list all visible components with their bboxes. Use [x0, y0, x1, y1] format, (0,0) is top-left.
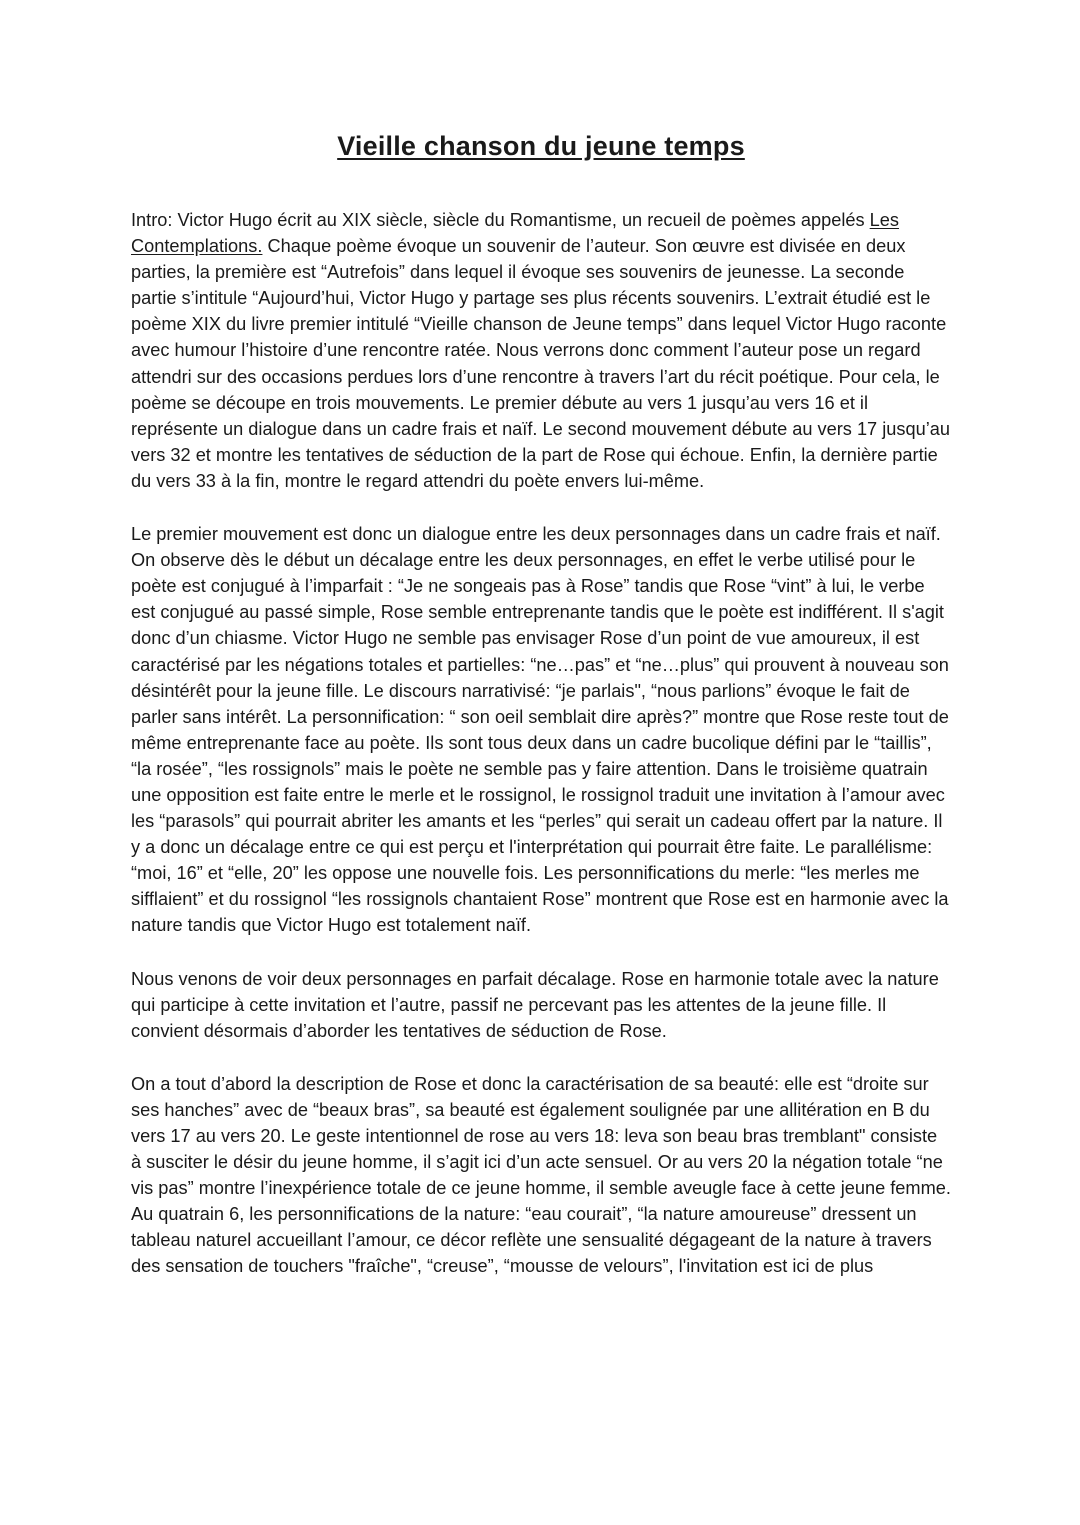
paragraph-first-movement: Le premier mouvement est donc un dialogue entre les deux personnages dans un cadre frais et naïf. On observe dès le début un décalage entre les deux personnages, en effet le verbe utilisé pour le poète est conjugué à l’imparfait : “Je ne songeais pas à Rose” tandis que Rose “vint” à lui, le verbe est conjugué au passé simple, Rose semble entreprenante tandis que le poète est indifférent. Il s'agit donc d’un chiasme. Victor Hugo ne semble pas envisager Rose d’un point de vue amoureux, il est caractérisé par les négations totales et partielles: “ne…pas” et “ne…plus” qui prouvent à nouveau son désintérêt pour la jeune fille. Le discours narrativisé: “je parlais", “nous parlions” évoque le fait de parler sans intérêt. La personnification: “ son oeil semblait dire après?” montre que Rose reste tout de même entreprenante face au poète. Ils sont tous deux dans un cadre bucolique défini par le “taillis”, “la rosée”, “les rossignols” mais le poète ne semble pas y faire attention. Dans le troisième quatrain une opposition est faite entre le merle et le rossignol, le rossignol traduit une invitation à l’amour avec les “parasols” qui pourrait abriter les amants et les “perles” qui serait un cadeau offert par la nature. Il y a donc un décalage entre ce qui est perçu et l'interprétation qui pourrait être faite. Le parallélisme: “moi, 16” et “elle, 20” les oppose une nouvelle fois. Les personnifications du merle: “les merles me sifflaient” et du rossignol “les rossignols chantaient Rose” montrent que Rose est en harmonie avec la nature tandis que Victor Hugo est totalement naïf.: [131, 524, 949, 936]
intro-prefix: Intro: Victor Hugo écrit au XIX siècle, siècle du Romantisme, un recueil de poèmes appelés: [131, 210, 870, 230]
book-title: Les Contemplations.: [131, 210, 899, 257]
intro-rest: Chaque poème évoque un souvenir de l’auteur. Son œuvre est divisée en deux parties, la première est “Autrefois” dans lequel il évoque ses souvenirs de jeunesse. La seconde partie s’intitule “Aujourd’hui, Victor Hugo y partage ses plus récents souvenirs. L’extrait étudié est le poème XIX du livre premier intitulé “Vieille chanson de Jeune temps” dans lequel Victor Hugo raconte avec humour l’histoire d’une rencontre ratée. Nous verrons donc comment l’auteur pose un regard attendri sur des occasions perdues lors d’une rencontre à travers l’art du récit poétique. Pour cela, le poème se découpe en trois mouvements. Le premier débute au vers 1 jusqu’au vers 16 et il représente un dialogue dans un cadre frais et naïf. Le second mouvement débute au vers 17 jusqu’au vers 32 et montre les tentatives de séduction de la part de Rose qui échoue. Enfin, la dernière partie du vers 33 à la fin, montre le regard attendri du poète envers lui-même.: [131, 236, 950, 491]
paragraph-transition: Nous venons de voir deux personnages en parfait décalage. Rose en harmonie totale avec la nature qui participe à cette invitation et l’autre, passif ne percevant pas les attentes de la jeune fille. Il convient désormais d’aborder les tentatives de séduction de Rose.: [131, 968, 939, 1041]
intro-paragraph: [131, 207, 951, 494]
paragraph-second-movement: On a tout d’abord la description de Rose et donc la caractérisation de sa beauté: elle est “droite sur ses hanches” avec de “beaux bras”, sa beauté est également soulignée par une allitération en B du vers 17 au vers 20. Le geste intentionnel de rose au vers 18: leva son beau bras tremblant" consiste à susciter le désir du jeune homme, il s’agit ici d’un acte sensuel. Or au vers 20 la négation totale “ne vis pas” montre l’inexpérience totale de ce jeune homme, il semble aveugle face à cette jeune femme. Au quatrain 6, les personnifications de la nature: “eau courait”, “la nature amoureuse” dressent un tableau naturel accueillant l’amour, ce décor reflète une sensualité dégageant de la nature à travers des sensation de touchers "fraîche", “creuse”, “mousse de velours”, l'invitation est ici de plus: [131, 1073, 951, 1277]
document-page: [131, 128, 951, 1307]
page-title: Vieille chanson du jeune temps: [337, 131, 745, 161]
